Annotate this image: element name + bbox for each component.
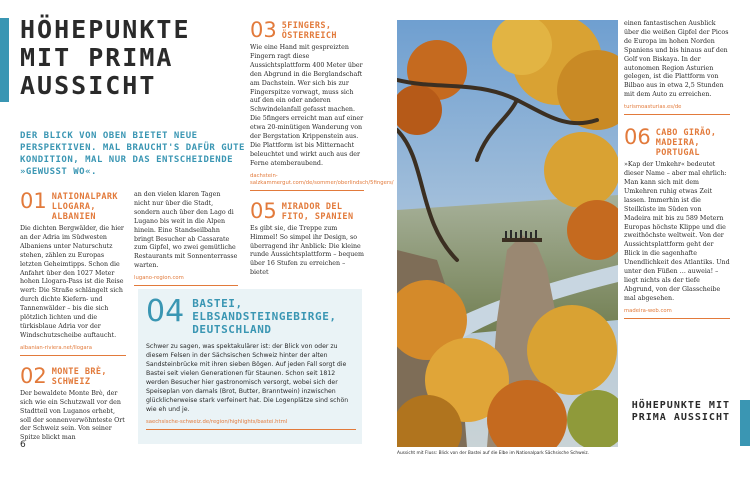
corner-accent-bar: [740, 400, 750, 446]
section-05-link[interactable]: turismoasturias.es/de: [624, 104, 682, 111]
section-01-header: [20, 191, 126, 222]
section-06-number: 06: [624, 125, 651, 150]
section-02-title: MONTE BRÈ, SCHWEIZ: [51, 366, 107, 387]
page-title: HÖHEPUNKTE MIT PRIMA AUSSICHT: [20, 15, 191, 100]
section-05-text-continued: einen fantastischen Ausblick über die weißen Gipfel der Picos de Europa im hohen Norden Spaniens und bis hinaus auf den Golf von Biskaya. In der autonomen Region Asturien gelegen, ist die Plattform von Bilbao aus in etwa 2,5 Stunden mit dem Auto zu erreichen.: [624, 20, 729, 99]
corner-section-label: HÖHEPUNKTE MIT PRIMA AUSSICHT: [631, 400, 730, 423]
page-number: 6: [20, 440, 26, 450]
section-04-header: [146, 294, 356, 336]
section-02-header: [20, 363, 126, 388]
section-01-title: NATIONALPARK LLOGARA, ALBANIEN: [51, 192, 118, 222]
section-01-number: 01: [20, 189, 47, 213]
section-03-number: 03: [250, 18, 277, 42]
section-02-rule: [134, 285, 238, 286]
section-04-link[interactable]: saechsische-schweiz.de/region/highlights/bastei.html: [146, 419, 288, 425]
section-02-link[interactable]: lugano-region.com: [134, 275, 184, 282]
section-06-link[interactable]: madeira-web.com: [624, 307, 672, 314]
section-06-title: CABO GIRÃO, MADEIRA, PORTUGAL: [655, 128, 717, 159]
section-05-text: Es gibt sie, die Treppe zum Himmel! So simpel ihr Design, so überragend ihr Anblick: Die kleine runde Aussichtsplattform – bequem über 16 Stufen zu erreichen – bietet: [250, 224, 364, 277]
section-04-number: 04: [146, 294, 185, 329]
section-04-rule: [146, 429, 356, 430]
section-02-number: 02: [20, 363, 47, 388]
column-5: [624, 20, 730, 319]
column-2: [134, 191, 238, 286]
section-04-title: BASTEI, ELBSANDSTEINGEBIRGE, DEUTSCHLAND: [192, 297, 337, 336]
section-03-text: Wie eine Hand mit gespreizten Fingern ragt diese Aussichtsplattform 400 Meter über den Abgrund in die Berglandschaft am Dachstein. Wer sich bis zur Fingerspitze vorwagt, muss sich auf den ein oder anderen Schwindelanfall gefasst machen. Die 5fingers erreicht man auf einer etwa 20-minütigen Wanderung von der Bergstation Krippenstein aus. Die Plattform ist bis Mitternacht beleuchtet und wirkt auch aus der Ferne atemberaubend.: [250, 44, 364, 167]
section-01-rule: [20, 355, 126, 356]
section-03-title: 5FINGERS, ÖSTERREICH: [281, 21, 337, 41]
section-02-text-continued: an den vielen klaren Tagen nicht nur über die Stadt, sondern auch über den Lago di Lugano bis weit in die Alpen hinein. Eine Standseilbahn bringt Besucher ab Cassarate zum Gipfel, wo zwei gemütliche Restaurants mit Sonnenterrasse warten.: [134, 191, 238, 270]
section-02-text: Der bewaldete Monte Brè, der sich wie ein Schutzwall vor den Stadtteil von Luganos erhebt, soll der sonnenverwöhnteste Ort der Schweiz sein. Von seiner Spitze blickt man: [20, 389, 125, 442]
title-accent-bar: [0, 18, 9, 102]
column-1: [20, 191, 126, 443]
section-05-number: 05: [250, 198, 277, 223]
section-04-box: [138, 289, 362, 444]
section-05-rule: [624, 114, 730, 115]
photo-caption: Aussicht mit Fluss: Blick von der Bastei auf die Elbe im Nationalpark Sächsische Schweiz.: [397, 451, 590, 456]
section-03-link[interactable]: dachstein-salzkammergut.com/de/sommer/oberlindsch/5fingers/: [250, 172, 394, 186]
section-05-header: [250, 198, 364, 223]
section-01-link[interactable]: albanian-riviera.net/llogara: [20, 344, 92, 351]
bastei-photo: [397, 20, 618, 447]
column-3: [250, 18, 394, 278]
bastei-photo-illustration: [397, 20, 618, 447]
section-04-text: Schwer zu sagen, was spektakulärer ist: der Blick von oder zu diesem Felsen in der Sächsischen Schweiz hinter der alten Sandsteinbrücke mit ihren sieben Bögen. Auf jeden Fall sorgt die Bastei seit vielen Generationen für Staunen. Schon seit 1812 werden Besucher hier gastronomisch versorgt, wobei sich der Speiseplan von damals (Brot, Butter, Branntwein) inzwischen glücklicherweise stark verfeinert hat. Die Logenplätze sind schön wie eh und je.: [146, 343, 349, 413]
section-06-text: »Kap der Umkehr« bedeutet dieser Name – aber mal ehrlich: Man kann sich mit dem Umkehren ruhig etwas Zeit lassen. Immerhin ist die Steilküste im Süden von Madeira mit bis zu 589 Metern Europas höchste Klippe und die zweithöchste weltweit. Von der Aussichtsplattform geht der Blick in die sagenhafte Unendlichkeit des Atlantiks. Und unter den Füßen … auweia! – liegt nichts als der tiefe Abgrund, von der Glasscheibe mal abgesehen.: [624, 161, 730, 302]
section-06-rule: [624, 318, 730, 319]
section-01-text: Die dichten Bergwälder, die hier an der Adria im Südwesten Albaniens unter Naturschutz stehen, zählen zu Europas letzten Geheimtipps. Schon die Anfahrt über den 1027 Meter hohen Llogara-Pass ist die Reise wert: Die Straße schlängelt sich durch dichte Kiefern- und Tannenwälder – bis die sich plötzlich lichten und die türkisblaue Adria vor der Windschutzscheibe auftaucht.: [20, 225, 124, 339]
section-03-header: [250, 20, 364, 41]
section-05-title: MIRADOR DEL FITO, SPANIEN: [281, 201, 354, 222]
section-06-header: [624, 127, 730, 158]
intro-text: DER BLICK VON OBEN BIETET NEUE PERSPEKTIVEN. MAL BRAUCHT'S DAFÜR GUTE KONDITION, MAL NUR DAS ENTSCHEIDENDE »GEWUSST WO«.: [20, 131, 245, 177]
section-03-rule: [250, 190, 364, 191]
